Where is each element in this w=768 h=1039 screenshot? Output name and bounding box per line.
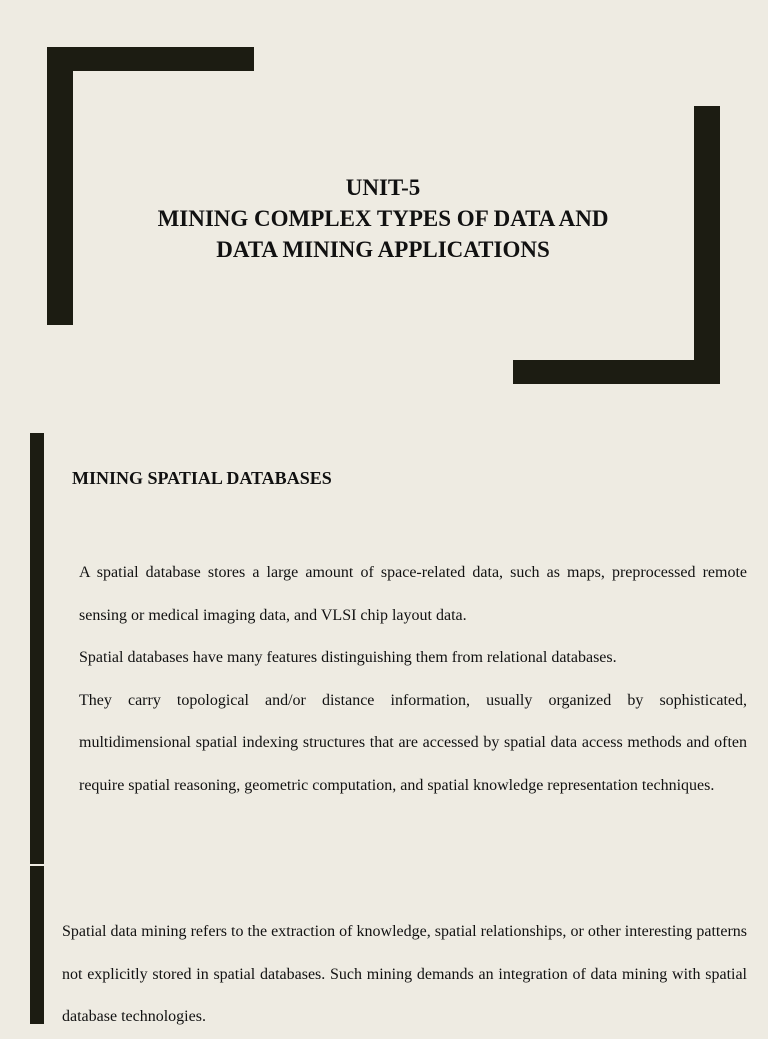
title-line-sub: DATA MINING APPLICATIONS [216,237,550,262]
left-accent-bar [30,433,44,1024]
slide-title [100,172,666,265]
title-line-main: MINING COMPLEX TYPES OF DATA AND [157,206,609,231]
slide-divider [30,864,44,866]
title-line-unit: UNIT-5 [345,175,421,200]
top-left-bracket-horizontal [47,47,254,71]
section-heading: MINING SPATIAL DATABASES [72,468,332,488]
top-left-bracket-vertical [47,47,73,325]
paragraph-spatial-mining: Spatial data mining refers to the extraction of knowledge, spatial relationships, or other interesting patterns not explicitly stored in spatial databases. Such mining demands an integration of data mining with spatial database technologies. [62,923,747,1025]
paragraph-topology: They carry topological and/or distance information, usually organized by sophisticated, multidimensional spatial indexing structures that are accessed by spatial data access methods and often require spatial reasoning, geometric computation, and spatial knowledge representation techniques. [79,691,747,794]
spatial-database-description [79,552,747,807]
paragraph-definition: A spatial database stores a large amount of space-related data, such as maps, preprocessed remote sensing or medical imaging data, and VLSI chip layout data. [79,564,747,624]
paragraph-features: Spatial databases have many features distinguishing them from relational databases. [79,649,617,666]
bottom-right-bracket-horizontal [513,360,720,384]
spatial-data-mining-description [62,911,747,1039]
bottom-right-bracket-vertical [694,106,720,384]
